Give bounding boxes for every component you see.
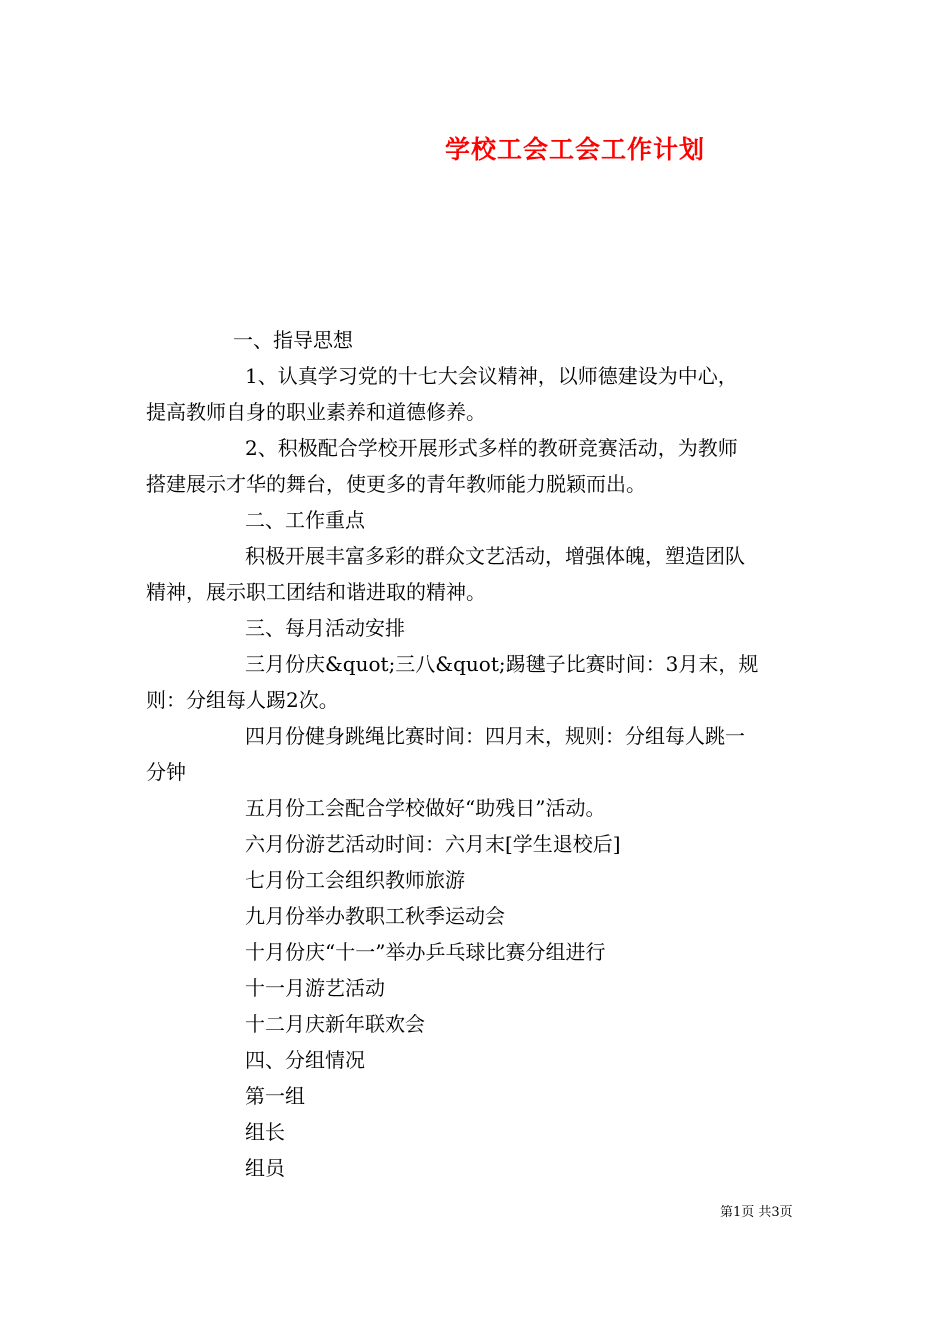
activity-april: 四月份健身跳绳比赛时间：四月末，规则：分组每人跳一 (245, 724, 745, 748)
activity-july: 七月份工会组织教师旅游 (245, 868, 465, 892)
activity-december: 十二月庆新年联欢会 (245, 1012, 425, 1036)
paragraph-line: 2、积极配合学校开展形式多样的教研竞赛活动，为教师 (245, 436, 738, 460)
paragraph-line: 搭建展示才华的舞台，使更多的青年教师能力脱颖而出。 (146, 472, 646, 496)
paragraph-line: 提高教师自身的职业素养和道德修养。 (146, 400, 486, 424)
activity-june: 六月份游艺活动时间：六月末[学生退校后] (245, 832, 621, 856)
section-heading-grouping: 四、分组情况 (245, 1048, 365, 1072)
activity-september: 九月份举办教职工秋季运动会 (245, 904, 505, 928)
document-title: 学校工会工会工作计划 (444, 135, 705, 164)
activity-march-continued: 则：分组每人踢2次。 (146, 688, 339, 712)
activity-october: 十月份庆“十一”举办乒乓球比赛分组进行 (245, 940, 606, 964)
group-members-label: 组员 (245, 1156, 285, 1180)
paragraph-line: 1、认真学习党的十七大会议精神，以师德建设为中心， (245, 364, 738, 388)
activity-march: 三月份庆&quot;三八&quot;踢毽子比赛时间：3月末，规 (245, 652, 759, 676)
section-heading-monthly-activities: 三、每月活动安排 (245, 616, 405, 640)
group-label: 第一组 (245, 1084, 305, 1108)
section-heading-guiding-ideology: 一、指导思想 (233, 328, 353, 352)
page-number-footer: 第1页 共3页 (720, 1205, 793, 1220)
activity-november: 十一月游艺活动 (245, 976, 385, 1000)
group-leader-label: 组长 (245, 1120, 285, 1144)
section-heading-work-focus: 二、工作重点 (245, 508, 365, 532)
paragraph-line: 精神，展示职工团结和谐进取的精神。 (146, 580, 486, 604)
activity-may: 五月份工会配合学校做好“助残日”活动。 (245, 796, 606, 820)
document-body (146, 322, 808, 1186)
activity-april-continued: 分钟 (146, 760, 186, 784)
paragraph-line: 积极开展丰富多彩的群众文艺活动，增强体魄，塑造团队 (245, 544, 745, 568)
